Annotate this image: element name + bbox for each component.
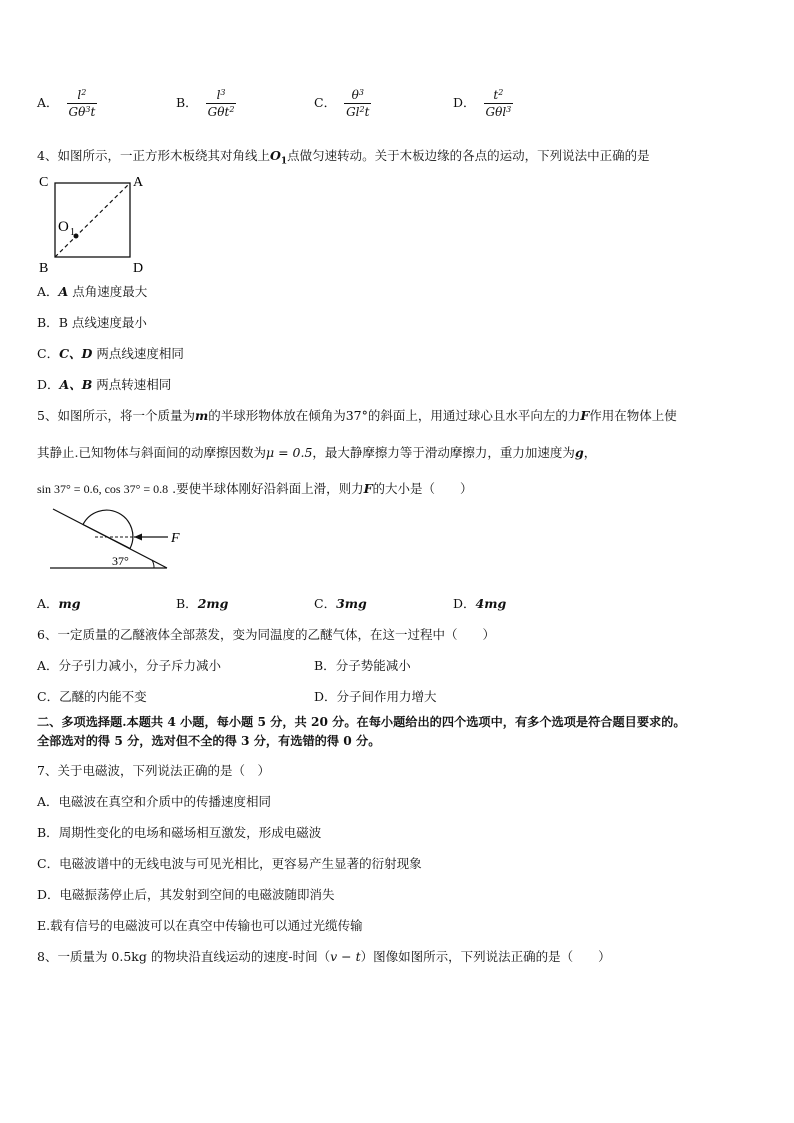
section2-line2: 全部选对的得 5 分，选对但不全的得 3 分，有选错的得 0 分。 [37,734,381,748]
q5-option-a: A．mg [37,596,81,611]
label-d: D [133,261,144,276]
q6-stem: 6、一定质量的乙醚液体全部蒸发，变为同温度的乙醚气体，在这一过程中（ ） [37,627,495,642]
force-label: F [171,531,180,546]
q3-option-a [37,88,97,119]
option-letter: C． [314,95,337,110]
q5-stem-line3: sin 37° = 0.6, cos 37° = 0.8 .要使半球体刚好沿斜面上滑，则力F的大小是（ ） [37,481,473,496]
q4-option-a: A．A 点角速度最大 [37,284,148,299]
q4-stem: 4、如图所示，一正方形木板绕其对角线上$O_1$点做匀速转动。关于木板边缘的各点的运动，下列说法中正确的是 [37,148,650,167]
q5-stem-line2: 其静止.已知物体与斜面间的动摩擦因数为μ = 0.5，最大静摩擦力等于滑动摩擦力，重力加速度为g， [37,445,597,460]
q3-option-c [314,88,371,119]
option-letter: D． [453,95,476,110]
fraction: $\frac{l^2}{G\theta^3t}$ [68,88,96,119]
q6-option-d: D．分子间作用力增大 [314,689,437,704]
option-letter: A． [37,95,59,110]
force-arrowhead [134,534,142,541]
section2-header [37,713,762,751]
fraction: $\frac{t^2}{G\theta l^3}$ [485,88,512,119]
label-b: B [39,261,49,276]
label-a: A [133,175,144,190]
option-letter: B． [176,95,198,110]
q6-option-c: C．乙醚的内能不变 [37,689,147,704]
q7-option-d: D．电磁振荡停止后，其发射到空间的电磁波随即消失 [37,887,335,902]
q4-option-d: D．A、B 两点转速相同 [37,377,172,392]
label-o-sub: 1 [70,227,75,238]
q3-option-d [453,88,513,119]
q7-option-b: B．周期性变化的电场和磁场相互激发，形成电磁波 [37,825,322,840]
q8-stem: 8、一质量为 0.5kg 的物块沿直线运动的速度-时间（v − t）图像如图所示，下列说法正确的是（ ） [37,949,611,964]
q7-stem: 7、关于电磁波，下列说法正确的是（ ） [37,763,270,778]
fraction: $\frac{\theta^3}{Gl^2t}$ [346,88,370,119]
q4-square-figure [36,168,156,276]
q5-option-d: D．4mg [453,596,507,611]
label-c: C [39,175,49,190]
q4-option-c: C．C、D 两点线速度相同 [37,346,184,361]
q5-incline-figure [50,505,200,575]
section2-line1: 二、多项选择题.本题共 4 小题，每小题 5 分，共 20 分。在每小题给出的四个选项中，有多个选项是符合题目要求的。 [37,715,686,729]
q7-option-c: C．电磁波谱中的无线电波与可见光相比，更容易产生显著的衍射现象 [37,856,422,871]
q5-option-c: C．3mg [314,596,367,611]
q7-option-e: E.载有信号的电磁波可以在真空中传输也可以通过光缆传输 [37,918,363,933]
q4-option-b: B．B 点线速度最小 [37,315,147,330]
fraction: $\frac{l^3}{G\theta t^2}$ [207,88,235,119]
q6-option-a: A．分子引力减小，分子斥力减小 [37,658,222,673]
q7-option-a: A．电磁波在真空和介质中的传播速度相同 [37,794,272,809]
q6-option-b: B．分子势能减小 [314,658,411,673]
hemisphere [83,510,133,548]
label-o: O [58,219,69,235]
angle-label: 37° [112,554,129,568]
q3-option-b [176,88,236,119]
q5-stem-line1: 5、如图所示，将一个质量为m的半球形物体放在倾角为37°的斜面上，用通过球心且水平向左的力F作用在物体上使 [37,408,677,423]
q5-option-b: B．2mg [176,596,229,611]
